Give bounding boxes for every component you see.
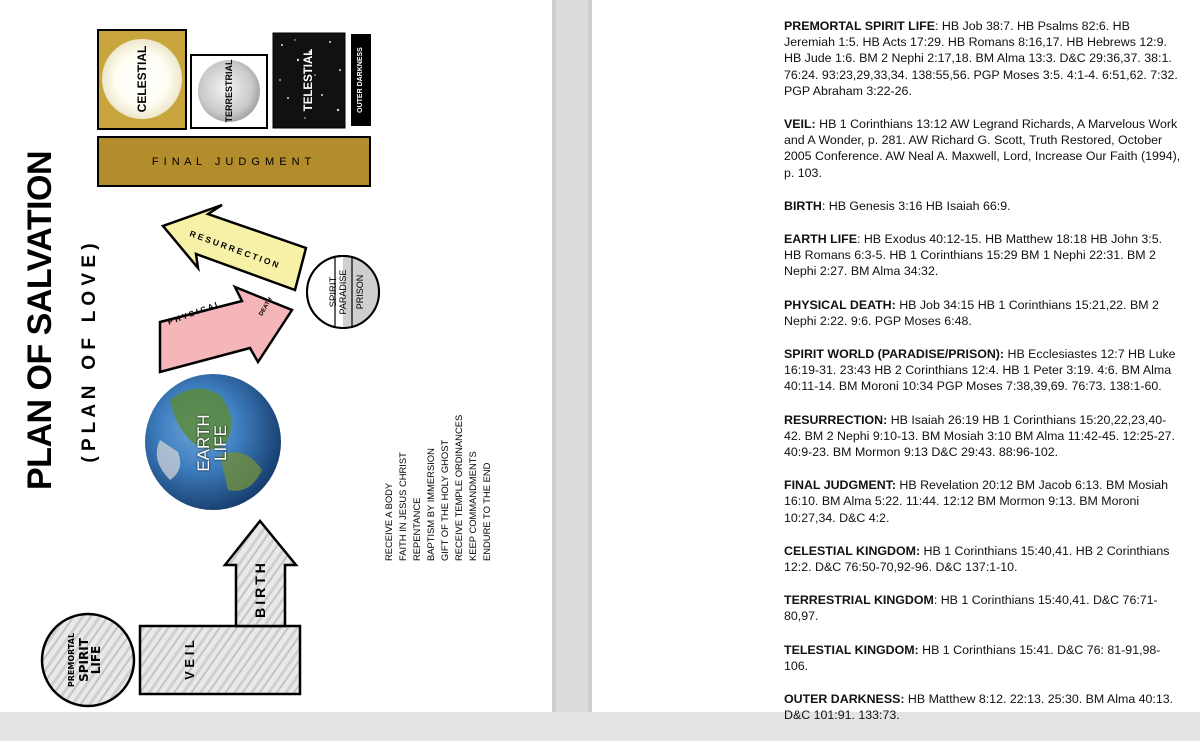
entry-heading: EARTH LIFE [784,232,857,247]
entry-heading: OUTER DARKNESS: [784,692,905,707]
diagram-title: PLAN OF SALVATION [21,150,59,490]
reference-entry [784,116,1182,181]
diagram-subtitle: ( P L A N O F L O V E ) [79,243,100,463]
entry-text: HB 1 Corinthians 13:12 AW Legrand Richards, A Marvelous Work and A Wonder, p. 281. AW Richard G. Scott, Truth Restored, October 2005 Conference. AW Neal A. Maxwell, Lord, Increase Our Faith (1994), p. 103. [784,117,1181,180]
prison-label: PRISON [355,274,365,310]
reference-entry [784,18,1182,99]
earth-life-list: RECEIVE A BODY FAITH IN JESUS CHRIST REPENTANCE BAPTISM BY IMMERSION GIFT OF THE HOLY GHOST RECEIVE TEMPLE ORDINANCES KEEP COMMANDMENTS ENDURE TO THE END [383,414,492,561]
spirit-world-label: SPIRIT [328,276,339,308]
entry-text: HB 1 Corinthians 15:41. D&C 76: 81-91,98-106. [784,642,1161,673]
entry-text: HB Job 34:15 HB 1 Corinthians 15:21,22. BM 2 Nephi 2:22. 9:6. PGP Moses 6:48. [784,297,1159,328]
telestial-label: TELESTIAL [303,48,315,112]
entry-heading: BIRTH [784,198,822,213]
entry-text: : HB Genesis 3:16 HB Isaiah 66:9. [821,198,1011,213]
reference-entry [784,346,1182,395]
veil-label: V E I L [182,640,197,680]
reference-entry [784,691,1182,723]
physical-label: P H Y S I C A L [166,299,222,327]
entry-heading: CELESTIAL KINGDOM: [784,543,921,558]
reference-entry [784,592,1182,624]
right-page [592,0,1200,723]
reference-entry [784,231,1182,280]
entry-text: HB Isaiah 26:19 HB 1 Corinthians 15:20,22,23,40-42. BM 2 Nephi 9:10-13. BM Mosiah 3:10 BM Alma 11:42-45. 12:25-27. 40:9-23. BM Mormon 9:13 D&C 29:43. 88:96-102. [784,412,1175,460]
entry-heading: RESURRECTION: [784,412,888,427]
entry-text: : HB Exodus 40:12-15. HB Matthew 18:18 HB John 3:5. HB Romans 6:3-5. HB 1 Corinthians 15:29 BM 1 Nephi 22:31. BM 2 Nephi 2:27. BM Alma 34:32. [784,232,1163,279]
resurrection-label: R E S U R R E C T I O N [188,228,281,270]
paradise-label: PARADISE [338,269,348,315]
plan-diagram [0,0,552,712]
reference-entry [784,297,1182,329]
entry-heading: PHYSICAL DEATH: [784,297,896,312]
terrestrial-label: TERRESTRIAL [224,59,234,123]
premortal-label: PREMORTAL SPIRIT LIFE [67,632,103,688]
reference-entry [784,543,1182,575]
entry-text: : HB 1 Corinthians 15:40,41. D&C 76:71-80,97. [784,593,1158,624]
birth-label: BIRTH [252,560,268,618]
reference-entry [784,477,1182,526]
entry-text: : HB Job 38:7. HB Psalms 82:6. HB Jeremiah 1:5. HB Acts 17:29. HB Romans 8:16,17. HB Hebrews 12:9. HB Jude 1:6. BM 2 Nephi 2:17,18. BM Alma 13:3. D&C 29:36,37. 38:1. 76:24. 93:23,29,33,34. 138:55,56. PGP Moses 3:5. 4:1-4. 6:51,62. 7:32. PGP Abraham 3:22-26. [784,19,1178,98]
entry-text: HB 1 Corinthians 15:40,41. HB 2 Corinthians 12:2. D&C 76:50-70,92-96. D&C 137:1-10. [784,543,1170,575]
entry-heading: VEIL: [784,117,816,132]
scripture-references [784,18,1182,741]
entry-text: HB Revelation 20:12 BM Jacob 6:13. BM Mosiah 16:10. BM Alma 5:22. 11:44. 12:12 BM Mormon 9:13. BM Moroni 10:27,34. D&C 4:2. [784,478,1169,525]
celestial-label: CELESTIAL [135,45,149,113]
earth-life-label: EARTH LIFE [194,414,230,472]
outer-darkness-label: OUTER DARKNESS [357,47,364,113]
page-gutter [552,0,592,712]
reference-entry [784,642,1182,674]
entry-text: HB Matthew 8:12. 22:13. 25:30. BM Alma 40:13. D&C 101:91. 133:73. [784,692,1174,723]
final-judgment-label: F I N A L J U D G M E N T [151,156,313,168]
entry-heading: TELESTIAL KINGDOM: [784,642,919,657]
diagram-shapes [0,0,552,712]
reference-entry [784,198,1182,214]
entry-text: HB Ecclesiastes 12:7 HB Luke 16:19-31. 23:43 HB 2 Corinthians 12:4. HB 1 Peter 3:19. 4:6. BM Alma 40:11-14. BM Moroni 10:34 PGP Moses 7:38,39,69. 76:73. 138:1-60. [784,347,1176,394]
entry-heading: PREMORTAL SPIRIT LIFE [784,19,935,33]
entry-heading: FINAL JUDGMENT: [784,478,896,493]
entry-heading: SPIRIT WORLD (PARADISE/PRISON): [784,347,1005,362]
left-page [0,0,552,712]
entry-heading: TERRESTRIAL KINGDOM [784,593,934,608]
veil-shape [140,626,300,694]
death-label: DEATH [258,296,274,318]
reference-entry [784,412,1182,461]
